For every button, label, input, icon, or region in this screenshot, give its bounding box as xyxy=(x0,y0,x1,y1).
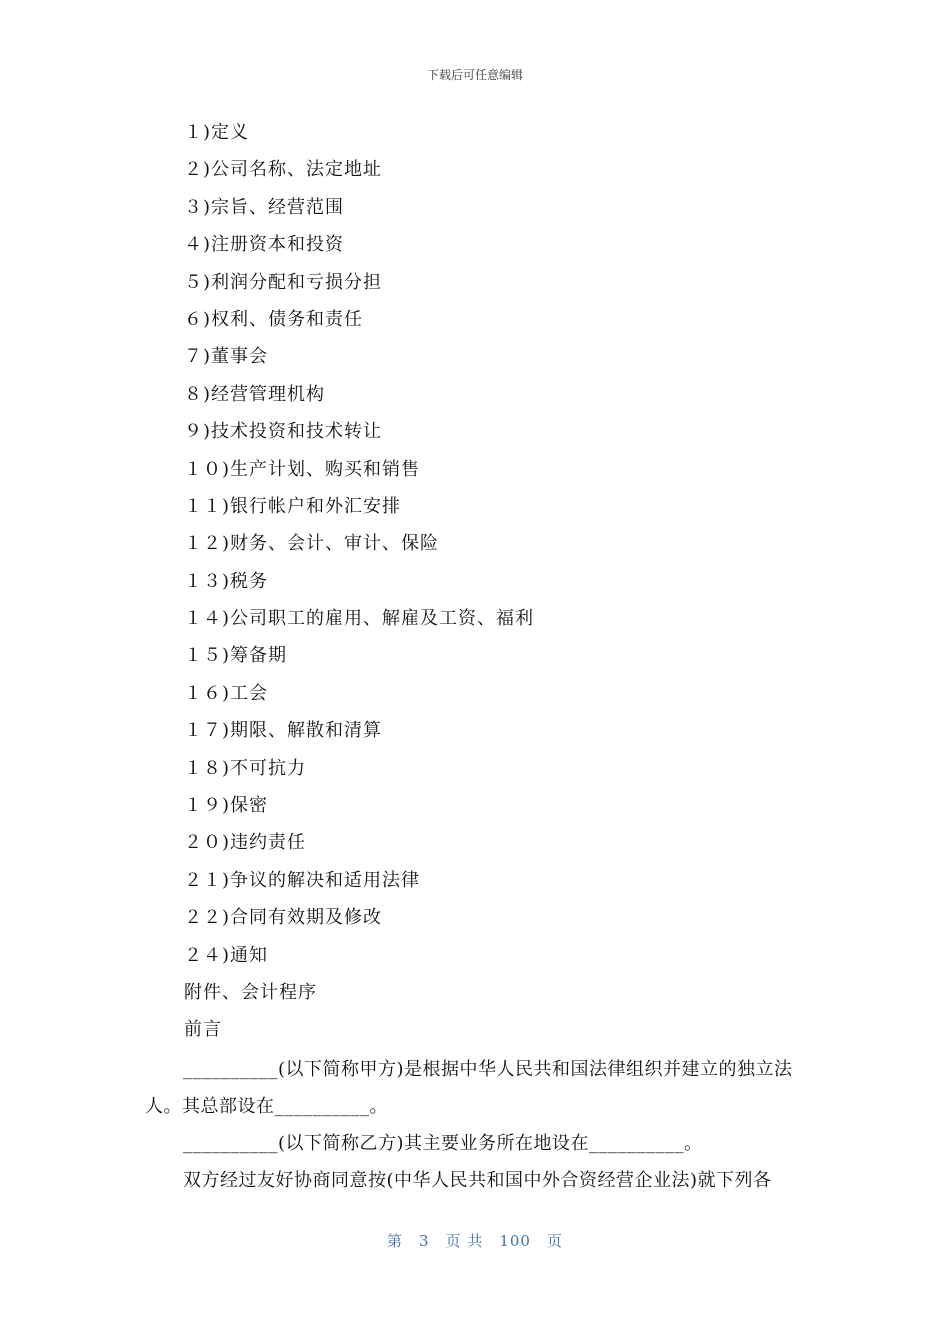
toc-item: ７)董事会 xyxy=(184,346,269,368)
toc-item: １５)筹备期 xyxy=(184,645,288,667)
toc-item: １１)银行帐户和外汇安排 xyxy=(184,495,402,517)
toc-item: ８)经营管理机构 xyxy=(184,383,326,405)
page-header: 下载后可任意编辑 xyxy=(426,68,523,82)
party-a-paragraph: __________(以下简称甲方)是根据中华人民共和国法律组织并建立的独立法人。其总部设在__________。 xyxy=(145,1059,793,1117)
footer-total-pages: 100 xyxy=(499,1232,531,1250)
toc-item: ５)利润分配和亏损分担 xyxy=(184,271,383,293)
toc-item: １０)生产计划、购买和销售 xyxy=(184,458,421,480)
toc-item: １９)保密 xyxy=(184,795,269,817)
preface-heading: 前言 xyxy=(184,1019,222,1041)
toc-item: ２２)合同有效期及修改 xyxy=(184,907,383,929)
toc-item: １８)不可抗力 xyxy=(184,757,307,779)
footer-page-number: 3 xyxy=(419,1232,430,1250)
toc-item: ２４)通知 xyxy=(184,944,269,966)
toc-appendix: 附件、会计程序 xyxy=(184,981,317,1003)
footer-middle: 页 共 xyxy=(445,1232,484,1250)
toc-item: １３)税务 xyxy=(184,570,269,592)
table-of-contents xyxy=(184,118,534,1053)
agreement-paragraph: 双方经过友好协商同意按(中华人民共和国中外合资经营企业法)就下列各 xyxy=(183,1170,772,1191)
toc-item: １４)公司职工的雇用、解雇及工资、福利 xyxy=(184,608,535,630)
toc-item: １)定义 xyxy=(184,122,250,143)
toc-item: ２０)违约责任 xyxy=(184,832,307,854)
toc-item: ４)注册资本和投资 xyxy=(184,234,345,256)
toc-item: ６)权利、债务和责任 xyxy=(184,308,364,330)
toc-item: １６)工会 xyxy=(184,682,269,704)
page-footer xyxy=(0,1230,950,1251)
toc-item: ２)公司名称、法定地址 xyxy=(184,159,383,181)
toc-item: ２１)争议的解决和适用法律 xyxy=(184,869,421,891)
toc-item: ３)宗旨、经营范围 xyxy=(184,196,345,218)
toc-item: １７)期限、解散和清算 xyxy=(184,720,383,742)
footer-suffix: 页 xyxy=(546,1232,563,1250)
toc-item: ９)技术投资和技术转让 xyxy=(184,421,383,443)
toc-item: １２)财务、会计、审计、保险 xyxy=(184,533,440,555)
party-b-paragraph: __________(以下简称乙方)其主要业务所在地设在__________。 xyxy=(183,1133,703,1154)
footer-prefix: 第 xyxy=(387,1232,404,1250)
